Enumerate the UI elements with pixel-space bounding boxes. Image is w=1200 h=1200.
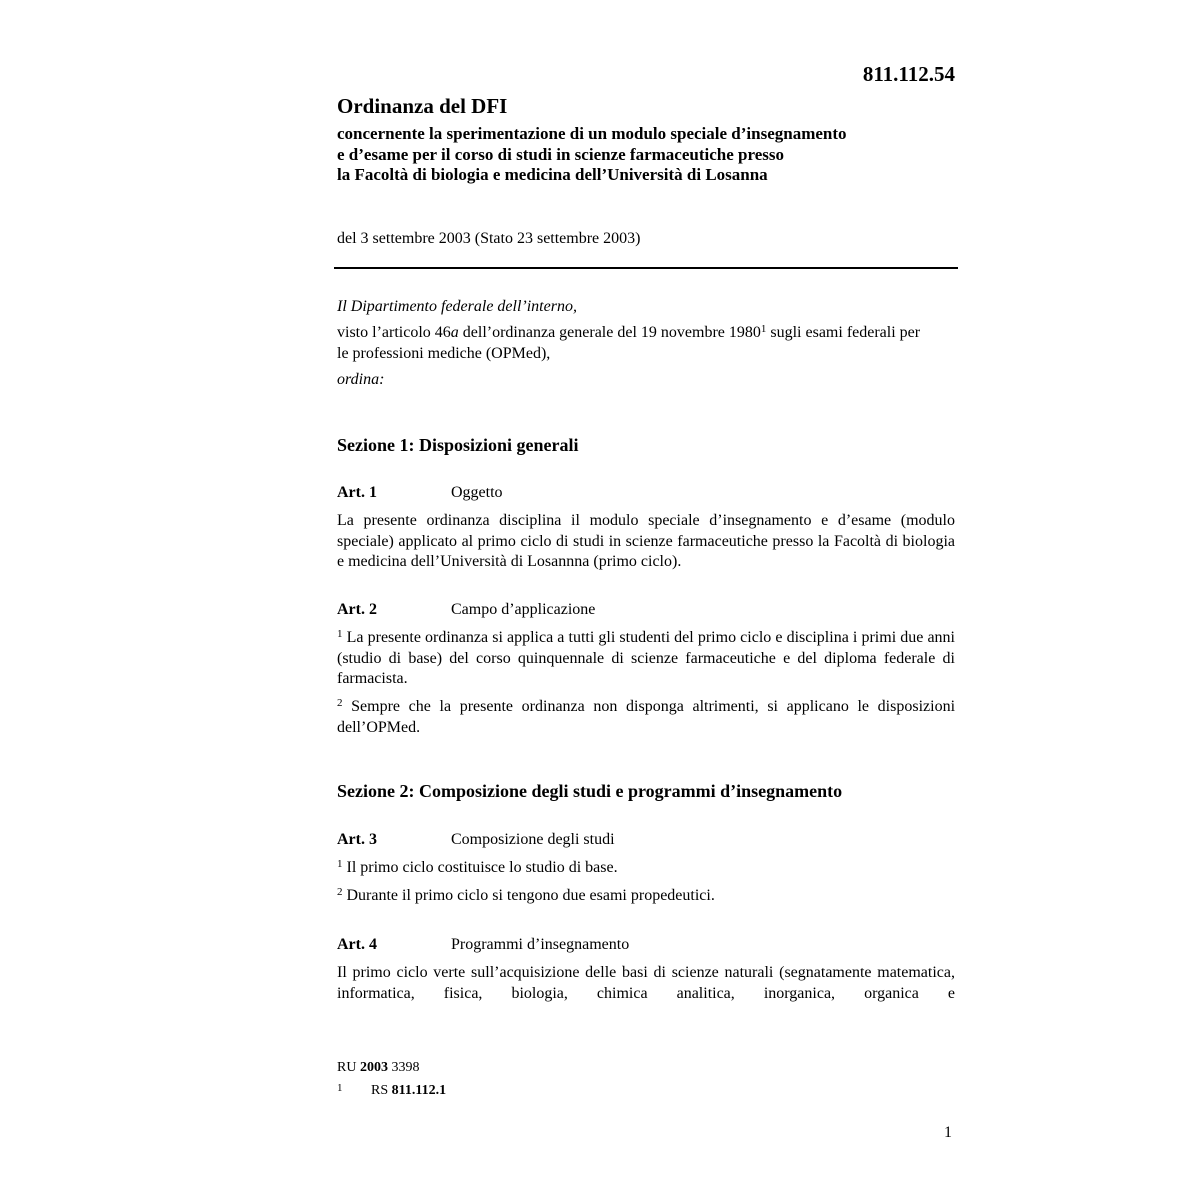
- article-title: Campo d’applicazione: [451, 601, 596, 618]
- article-title: Composizione degli studi: [451, 831, 615, 848]
- ru-reference: [337, 1058, 419, 1077]
- article-number: Art. 1: [337, 484, 377, 501]
- paragraph-text: Durante il primo ciclo si tengono due esami propedeutici.: [346, 887, 715, 904]
- article-1-paragraph: La presente ordinanza disciplina il modulo speciale d’insegnamento e d’esame (modulo speciale) applicato al primo ciclo di studi in scienze farmaceutiche presso la Facoltà di biologia e medicina dell’Università di Losannna (primo ciclo).: [337, 512, 955, 570]
- subtitle-line: la Facoltà di biologia e medicina dell’Università di Losanna: [337, 165, 768, 184]
- article-heading-3: [337, 829, 615, 851]
- paragraph-text: La presente ordinanza si applica a tutti gli studenti del primo ciclo e disciplina i primi due anni (studio di base) del corso quinquennale di scienze farmaceutiche e del diploma federale di farmacista.: [337, 629, 956, 687]
- ru-year: 2003: [359, 1060, 388, 1075]
- preamble-visto-before: visto l’articolo 46: [337, 324, 451, 341]
- article-heading-4: [337, 934, 629, 956]
- preamble-ordina: ordina:: [337, 371, 385, 388]
- section-title-1: Sezione 1: Disposizioni generali: [337, 435, 579, 455]
- preamble-authority: Il Dipartimento federale dell’interno,: [337, 298, 577, 315]
- article-number: Art. 2: [337, 601, 377, 618]
- footnote-prefix: RS: [371, 1083, 389, 1098]
- article-3-paragraph-2: [337, 886, 955, 907]
- document-title: Ordinanza del DFI: [337, 94, 508, 118]
- article-heading-1: [337, 482, 503, 504]
- article-number: Art. 4: [337, 936, 377, 953]
- paragraph-number: 2: [337, 886, 343, 898]
- article-heading-2: [337, 599, 595, 621]
- subtitle-line: e d’esame per il corso di studi in scienze farmaceutiche presso: [337, 144, 784, 164]
- article-2-paragraph-2: [337, 697, 955, 738]
- preamble-visto: [337, 323, 927, 364]
- article-2-paragraph-1: [337, 628, 955, 690]
- paragraph-number: 1: [337, 628, 343, 640]
- preamble-visto-italic: a: [450, 324, 459, 341]
- document-date: del 3 settembre 2003 (Stato 23 settembre 2003): [337, 230, 641, 247]
- article-title: Programmi d’insegnamento: [451, 936, 630, 953]
- document-subtitle: [337, 124, 955, 186]
- header-divider: [334, 267, 958, 269]
- preamble-visto-after: dell’ordinanza generale del 19 novembre 1980: [458, 324, 761, 341]
- page-number: 1: [944, 1124, 952, 1141]
- ru-page: 3398: [391, 1060, 420, 1075]
- footnote-reference: 811.112.1: [391, 1083, 447, 1098]
- footnote-1: [337, 1079, 446, 1100]
- ru-prefix: RU: [337, 1060, 357, 1075]
- paragraph-text: Sempre che la presente ordinanza non disponga altrimenti, si applicano le disposizioni dell’OPMed.: [337, 698, 956, 736]
- paragraph-number: 2: [337, 697, 343, 709]
- footnote-ref: 1: [760, 323, 767, 335]
- footnote-number: 1: [337, 1082, 343, 1094]
- article-3-paragraph-1: [337, 858, 955, 879]
- document-number: 811.112.54: [862, 62, 955, 86]
- subtitle-line: concernente la sperimentazione di un modulo speciale d’insegnamento: [337, 124, 847, 143]
- article-4-paragraph: Il primo ciclo verte sull’acquisizione delle basi di scienze naturali (segnatamente matematica, informatica, fisica, biologia, chimica analitica, inorganica, organica e: [337, 964, 955, 1002]
- section-title-2: Sezione 2: Composizione degli studi e programmi d’insegnamento: [337, 781, 843, 801]
- preamble-visto-tail: sugli esami federali per le professioni mediche (OPMed),: [337, 324, 921, 362]
- paragraph-number: 1: [337, 858, 343, 870]
- article-number: Art. 3: [337, 831, 377, 848]
- document-page: [337, 0, 955, 1200]
- paragraph-text: Il primo ciclo costituisce lo studio di base.: [346, 859, 618, 876]
- article-title: Oggetto: [451, 484, 503, 501]
